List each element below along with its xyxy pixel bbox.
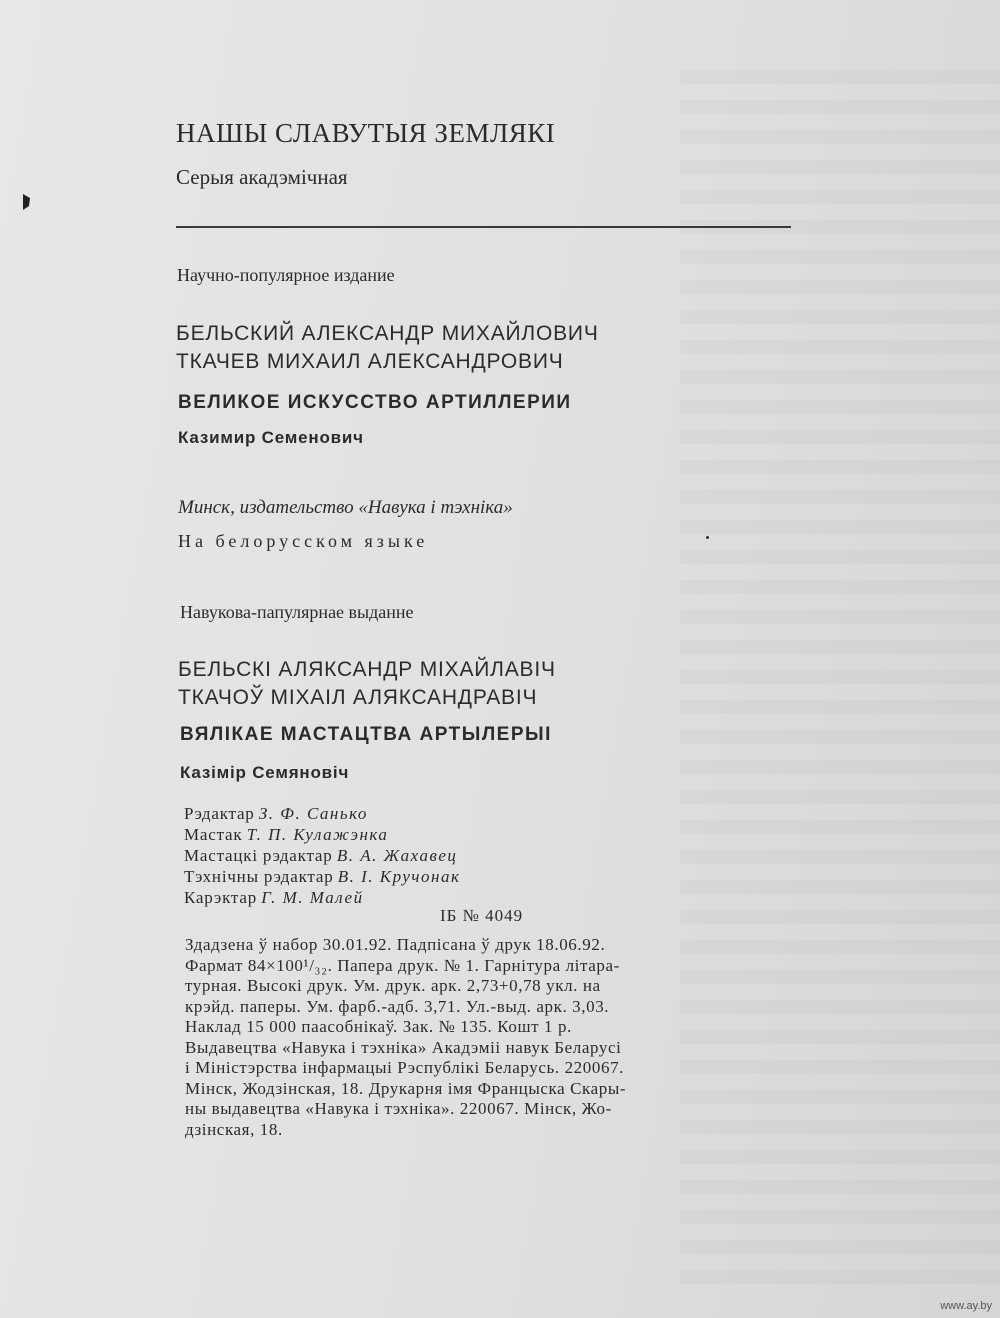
edition-label-by: Навукова-папулярнае выданне xyxy=(180,602,414,622)
imprint-line: ны выдавецтва «Навука і тэхніка». 220067. Мінск, Жо- xyxy=(185,1099,612,1118)
credit-row: Мастацкі рэдактар В. А. Жахавец xyxy=(184,846,458,865)
author-by-2: ТКАЧОЎ МІХАІЛ АЛЯКСАНДРАВІЧ xyxy=(178,686,538,709)
imprint-line: Здадзена ў набор 30.01.92. Падпісана ў друк 18.06.92. xyxy=(185,935,606,954)
series-title: НАШЫ СЛАВУТЫЯ ЗЕМЛЯКІ xyxy=(176,118,556,148)
language-note-ru: На белорусском языке xyxy=(178,531,429,551)
ink-mark xyxy=(20,192,34,214)
subject-name-ru: Казимир Семенович xyxy=(178,428,364,447)
imprint-line: Мінск, Жодзінская, 18. Друкарня імя Францыска Скары- xyxy=(185,1078,627,1098)
imprint-block xyxy=(185,935,805,1140)
author-ru-2: ТКАЧЕВ МИХАИЛ АЛЕКСАНДРОВИЧ xyxy=(176,350,564,373)
imprint-line: Наклад 15 000 паасобнікаў. Зак. № 135. Кошт 1 р. xyxy=(185,1017,572,1036)
imprint-line: Выдавецтва «Навука і тэхніка» Акадэміі навук Беларусі xyxy=(185,1037,622,1057)
imprint-line: і Міністэрства інфармацыі Рэспублікі Беларусь. 220067. xyxy=(185,1058,625,1077)
credit-row: Рэдактар З. Ф. Санько xyxy=(184,804,368,823)
imprint-line: дзінская, 18. xyxy=(185,1119,283,1139)
ib-number: ІБ № 4049 xyxy=(440,906,524,925)
book-title-by: ВЯЛІКАЕ МАСТАЦТВА АРТЫЛЕРЫІ xyxy=(180,724,552,745)
book-title-ru: ВЕЛИКОЕ ИСКУССТВО АРТИЛЛЕРИИ xyxy=(178,392,572,413)
series-subtitle: Серыя акадэмічная xyxy=(176,165,348,189)
imprint-line: крэйд. паперы. Ум. фарб.-адб. 3,71. Ул.-выд. арк. 3,03. xyxy=(185,996,610,1016)
divider xyxy=(176,226,791,228)
watermark: www.ay.by xyxy=(940,1300,992,1312)
ink-dot xyxy=(706,536,709,539)
imprint-line: Фармат 84×100¹/₃₂. Папера друк. № 1. Гарнітура літара- xyxy=(185,955,620,975)
publisher-ru: Минск, издательство «Навука і тэхніка» xyxy=(178,497,513,518)
author-ru-1: БЕЛЬСКИЙ АЛЕКСАНДР МИХАЙЛОВИЧ xyxy=(176,322,599,345)
author-by-1: БЕЛЬСКІ АЛЯКСАНДР МІХАЙЛАВІЧ xyxy=(178,658,556,681)
credit-row: Мастак Т. П. Кулажэнка xyxy=(184,825,389,844)
subject-name-by: Казімір Семяновіч xyxy=(180,763,350,782)
edition-label-ru: Научно-популярное издание xyxy=(177,265,395,285)
credits-list xyxy=(184,803,460,908)
credit-row: Тэхнічны рэдактар В. І. Кручонак xyxy=(184,867,461,886)
imprint-line: турная. Высокі друк. Ум. друк. арк. 2,73+0,78 укл. на xyxy=(185,976,601,995)
credit-row: Карэктар Г. М. Малей xyxy=(184,888,364,907)
